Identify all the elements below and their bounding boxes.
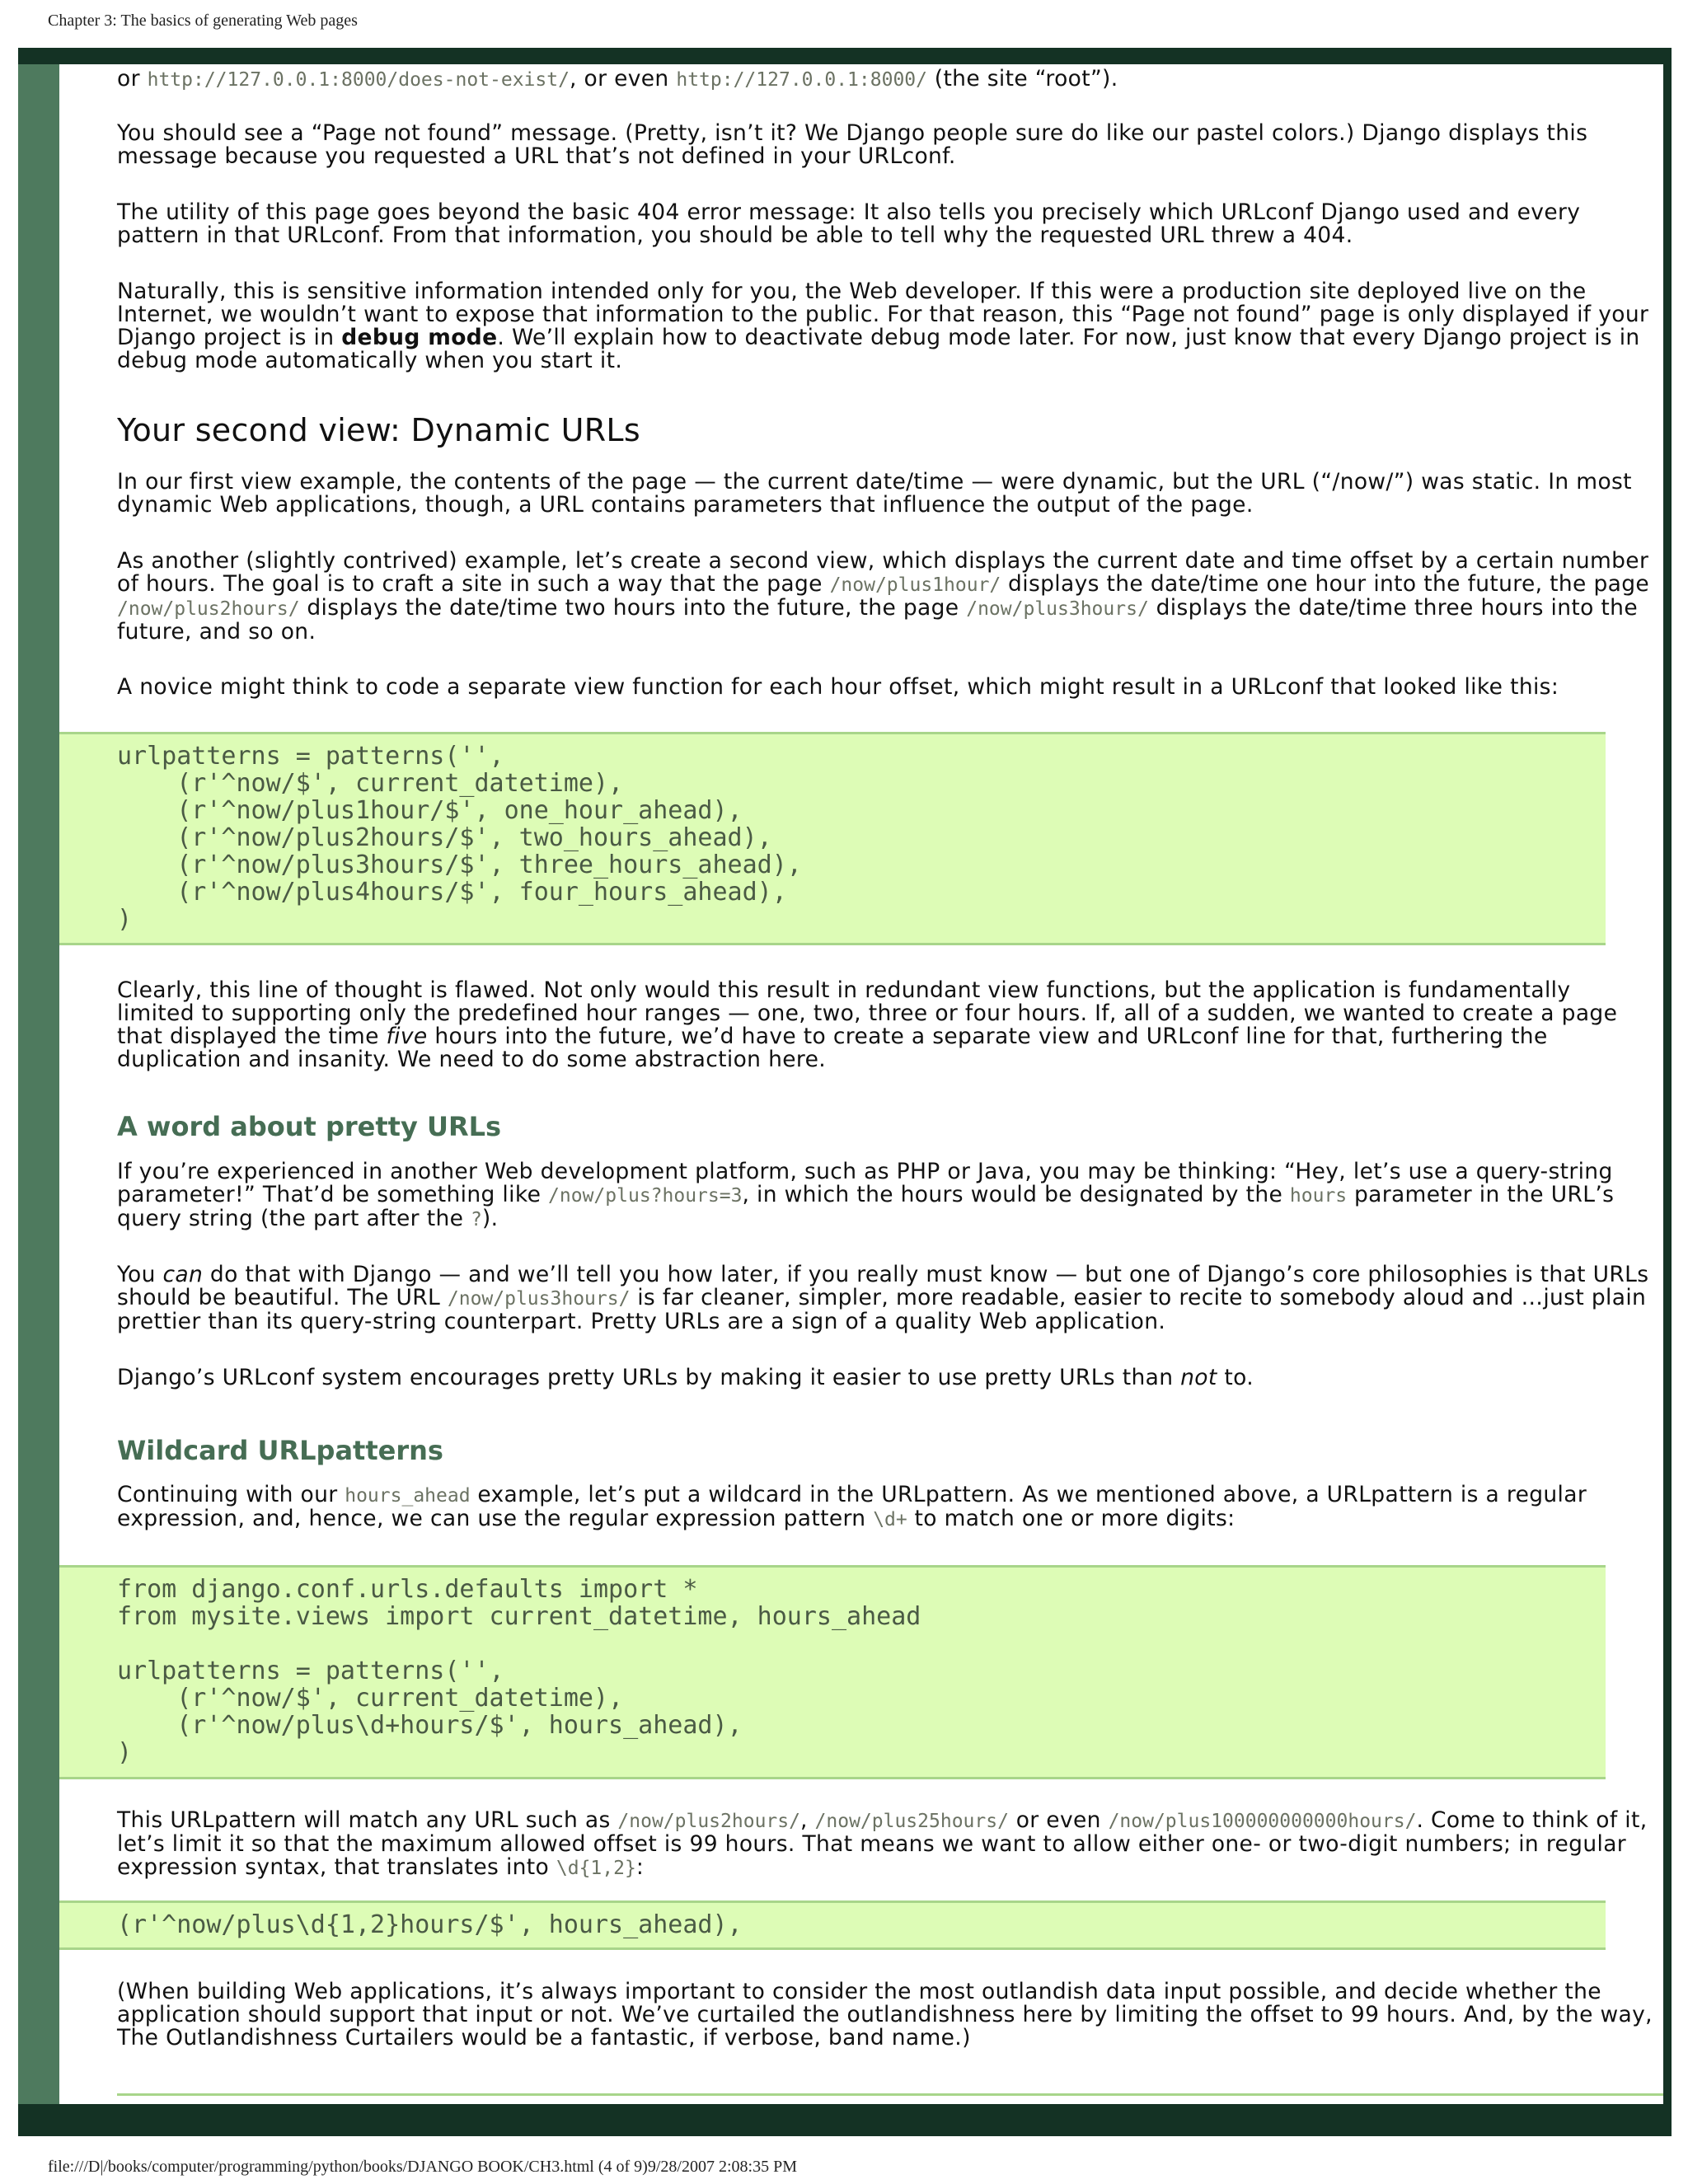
text: , in which the hours would be designated by the bbox=[742, 1182, 1290, 1207]
document-frame bbox=[18, 48, 1672, 2136]
text: , bbox=[799, 1807, 815, 1833]
inline-code-path: /now/plus2hours/ bbox=[617, 1811, 800, 1832]
page-body[interactable] bbox=[59, 64, 1663, 2104]
inline-code-regex: \d+ bbox=[873, 1509, 907, 1530]
paragraph-urls bbox=[117, 68, 1118, 91]
text: Naturally, this is sensitive information intended only for you, the Web developer. If this were a production site deployed live on the Internet, we wouldn’t want to expose that information to the public. For that reason, this “Page not found” page is only displayed if your Django project is in bbox=[117, 279, 1649, 350]
code-block-limited-pattern[interactable]: (r'^now/plus\d{1,2}hours/$', hours_ahead), bbox=[59, 1900, 1606, 1950]
code-block-urlpatterns[interactable]: urlpatterns = patterns('', (r'^now/$', current_datetime), (r'^now/plus1hour/$', one_hour_ahead), (r'^now/plus2hours/$', two_hours_ahead), (r'^now/plus3hours/$', three_hours_ahead), (r'^now/plus4hours/$', four_hours_ahead), ) bbox=[59, 732, 1606, 945]
text: ). bbox=[481, 1206, 499, 1231]
inline-code-path: /now/plus3hours/ bbox=[447, 1288, 631, 1310]
text: You bbox=[117, 1262, 163, 1287]
italic-five: five bbox=[386, 1024, 428, 1049]
text: or even bbox=[1008, 1807, 1109, 1833]
section-heading-dynamic-urls: Your second view: Dynamic URLs bbox=[117, 412, 640, 448]
inline-code-path: /now/plus2hours/ bbox=[117, 598, 300, 620]
paragraph-utility: The utility of this page goes beyond the basic 404 error message: It also tells you precisely which URLconf Django used and every pattern in that URLconf. From that information, you should be able to tell why the requested URL threw a 404. bbox=[117, 199, 1581, 248]
inline-code-path: /now/plus3hours/ bbox=[966, 598, 1149, 620]
text: to. bbox=[1217, 1365, 1254, 1390]
inline-code-path: /now/plus?hours=3 bbox=[548, 1185, 743, 1207]
code-block-top-border bbox=[117, 2093, 1663, 2096]
paragraph-outlandish: (When building Web applications, it’s always important to consider the most outlandish data input possible, and decide whether the application should support that input or not. We’ve curtailed the outlandishness here by limiting the offset to 99 hours. And, by the way, The Outlandishness Curtailers would be a fantastic, if verbose, band name.) bbox=[117, 1979, 1653, 2050]
code-block-wildcard[interactable]: from django.conf.urls.defaults import * from mysite.views import current_datetime, hours_ahead urlpatterns = patterns('', (r'^now/$', current_datetime), (r'^now/plus\d+hours/$', hours_ahead), ) bbox=[59, 1565, 1606, 1779]
paragraph-first-view: In our first view example, the contents of the page — the current date/time — were dynamic, but the URL (“/now/”) was static. In most dynamic Web applications, though, a URL contains parameters that influence the output of the page. bbox=[117, 469, 1632, 518]
text: Continuing with our bbox=[117, 1482, 345, 1507]
bold-debug-mode: debug mode bbox=[341, 325, 498, 350]
paragraph-beautiful-urls bbox=[117, 1263, 1655, 1333]
inline-code-path: /now/plus1hour/ bbox=[829, 574, 1001, 596]
text: This URLpattern will match any URL such as bbox=[117, 1807, 618, 1833]
text: Django’s URLconf system encourages pretty URLs by making it easier to use pretty URLs than bbox=[117, 1365, 1181, 1390]
text: hours into the future, we’d have to create a separate view and URLconf line for that, furthering the duplication and insanity. We need to do some abstraction here. bbox=[117, 1024, 1548, 1072]
inline-code-path: /now/plus100000000000hours/ bbox=[1108, 1811, 1417, 1832]
paragraph-urlconf-system bbox=[117, 1366, 1254, 1390]
text: Clearly, this line of thought is flawed. Not only would this result in redundant view functions, but the application is fundamentally limited to supporting only the predefined hour ranges — one, two, three or four hours. If, all of a sudden, we wanted to create a page that displayed the time bbox=[117, 977, 1618, 1049]
inline-code-url: http://127.0.0.1:8000/does-not-exist/ bbox=[147, 69, 570, 91]
text: example, let’s put a wildcard in the URLpattern. As we mentioned above, a URLpattern is a regular expression, and, hence, we can use the regular expression pattern bbox=[117, 1482, 1587, 1531]
text: displays the date/time three hours into the future, and so on. bbox=[117, 595, 1638, 644]
paragraph-query-string bbox=[117, 1160, 1655, 1231]
inline-code-char: ? bbox=[471, 1209, 482, 1230]
paragraph-flawed bbox=[117, 979, 1655, 1071]
text: displays the date/time one hour into the future, the page bbox=[1001, 571, 1650, 597]
text: do that with Django — and we’ll tell you how later, if you really must know — but one of Django’s core philosophies is that URLs should be beautiful. The URL bbox=[117, 1262, 1649, 1310]
text: or bbox=[117, 66, 148, 91]
text: : bbox=[635, 1854, 645, 1880]
text: displays the date/time two hours into the future, the page bbox=[299, 595, 967, 621]
page-footer: file:///D|/books/computer/programming/python/books/DJANGO BOOK/CH3.html (4 of 9)9/28/2007 2:08:35 PM bbox=[48, 2158, 797, 2176]
text: If you’re experienced in another Web development platform, such as PHP or Java, you may be thinking: “Hey, let’s use a query-string parameter!” That’d be something like bbox=[117, 1159, 1613, 1207]
paragraph-limit-offset bbox=[117, 1809, 1655, 1880]
inline-code-function: hours_ahead bbox=[345, 1485, 471, 1507]
text: , or even bbox=[569, 66, 677, 91]
page-header: Chapter 3: The basics of generating Web pages bbox=[48, 12, 358, 30]
text: (the site “root”). bbox=[926, 66, 1118, 91]
inline-code-url: http://127.0.0.1:8000/ bbox=[676, 69, 927, 91]
paragraph-novice: A novice might think to code a separate view function for each hour offset, which might result in a URLconf that looked like this: bbox=[117, 674, 1559, 700]
left-sidebar-bar bbox=[18, 64, 59, 2104]
inline-code-param: hours bbox=[1289, 1185, 1348, 1207]
paragraph-debug-mode bbox=[117, 280, 1655, 373]
italic-can: can bbox=[162, 1262, 204, 1287]
text: parameter in the URL’s query string (the part after the bbox=[117, 1182, 1615, 1231]
inline-code-regex: \d{1,2} bbox=[556, 1858, 636, 1879]
paragraph-wildcard bbox=[117, 1483, 1655, 1531]
paragraph-second-view bbox=[117, 550, 1655, 644]
italic-not: not bbox=[1180, 1365, 1217, 1390]
text: As another (slightly contrived) example, let’s create a second view, which displays the current date and time offset by a certain number of hours. The goal is to craft a site in such a way that the page bbox=[117, 548, 1649, 597]
text: . Come to think of it, let’s limit it so that the maximum allowed offset is 99 hours. That means we want to allow either one- or two-digit numbers; in regular expression syntax, that translates into bbox=[117, 1807, 1648, 1880]
subheading-wildcard-urlpatterns: Wildcard URLpatterns bbox=[117, 1435, 443, 1466]
inline-code-path: /now/plus25hours/ bbox=[814, 1811, 1009, 1832]
text: . We’ll explain how to deactivate debug mode later. For now, just know that every Django project is in debug mode automatically when you start it. bbox=[117, 325, 1640, 373]
subheading-pretty-urls: A word about pretty URLs bbox=[117, 1111, 502, 1142]
paragraph-page-not-found: You should see a “Page not found” message. (Pretty, isn’t it? We Django people sure do like our pastel colors.) Django displays this message because you requested a URL that’s not defined in your URLconf. bbox=[117, 120, 1588, 169]
text: is far cleaner, simpler, more readable, easier to recite to somebody aloud and …just plain prettier than its query-string counterpart. Pretty URLs are a sign of a quality Web application. bbox=[117, 1285, 1647, 1334]
text: to match one or more digits: bbox=[907, 1506, 1236, 1531]
